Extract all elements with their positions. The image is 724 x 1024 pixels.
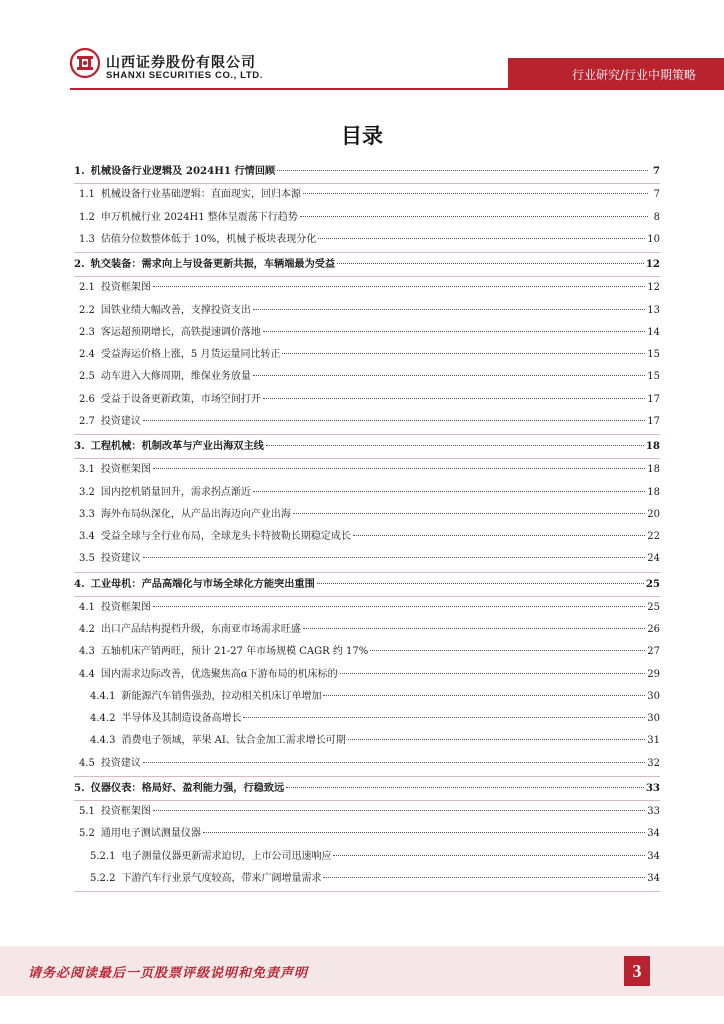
page-number: 3	[624, 956, 650, 986]
toc-entry-number: 4.4	[79, 668, 95, 680]
toc-entry-label: 国铁业绩大幅改善，支撑投资支出	[100, 304, 251, 316]
toc-entry-page: 12	[647, 282, 660, 294]
toc-entry-label: 申万机械行业 2024H1 整体呈震荡下行趋势	[100, 211, 298, 223]
toc-subsection[interactable]	[74, 411, 660, 433]
toc-entry-label: 电子测量仪器更新需求迫切，上市公司迅速响应	[121, 850, 332, 862]
toc-subsection[interactable]	[74, 322, 660, 344]
toc-leader-dots	[323, 877, 645, 878]
toc-entry-label: 受益海运价格上涨，5 月货运量同比转正	[100, 349, 281, 360]
toc-entry-label: 轨交装备：需求向上与设备更新共振，车辆端最为受益	[90, 258, 336, 270]
toc-leader-dots	[153, 810, 645, 811]
toc-subsubsection[interactable]	[74, 846, 660, 868]
toc-leader-dots	[263, 398, 645, 399]
footer-disclaimer: 请务必阅读最后一页股票评级说明和免责声明	[28, 966, 309, 981]
toc-entry-label: 投资框架图	[100, 282, 151, 294]
toc-entry-label: 国内需求边际改善，优选聚焦高α下游布局的机床标的	[100, 668, 338, 680]
toc-subsubsection[interactable]	[74, 708, 660, 730]
toc-entry-number: 1.2	[79, 211, 95, 223]
toc-entry-label: 投资建议	[100, 553, 141, 565]
toc-section[interactable]	[74, 253, 660, 275]
toc-entry-page: 15	[647, 349, 660, 360]
company-name-cn: 山西证券股份有限公司	[106, 55, 256, 71]
toc-entry-label: 估值分位数整体低于 10%，机械子板块表现分化	[100, 233, 317, 245]
toc-entry-label: 投资框架图	[100, 464, 151, 476]
toc-leader-dots	[333, 855, 645, 856]
toc-entry-number: 2.2	[79, 304, 95, 316]
toc-section[interactable]	[74, 573, 660, 595]
toc-entry-label: 动车进入大修周期，维保业务放量	[100, 371, 251, 383]
toc-entry-page: 30	[647, 690, 660, 702]
report-category: 行业研究/行业中期策略	[571, 68, 696, 82]
toc-leader-dots	[277, 170, 648, 171]
toc-entry-number: 1.1	[79, 189, 95, 201]
toc-entry-number: 4.2	[79, 624, 95, 635]
toc-entry-page: 26	[647, 624, 660, 635]
toc-entry-page: 32	[647, 757, 660, 769]
toc-entry-label: 下游汽车行业景气度较高，带来广阔增量需求	[121, 872, 322, 884]
toc-subsection[interactable]	[74, 366, 660, 388]
toc-entry-label: 消费电子领域，苹果 AI、钛合金加工需求增长可期	[121, 735, 346, 747]
toc-leader-dots	[153, 468, 645, 469]
toc-entry-label: 投资框架图	[100, 601, 151, 613]
toc-entry-page: 7	[653, 189, 660, 201]
toc-entry-number: 3.1	[79, 464, 95, 476]
toc-entry-label: 机械设备行业逻辑及 2024H1 行情回顾	[90, 165, 276, 177]
toc-entry-number: 4.	[74, 577, 85, 590]
toc-entry-number: 3.5	[79, 553, 95, 565]
toc-leader-dots	[263, 331, 645, 332]
toc-subsection[interactable]	[74, 300, 660, 322]
toc-leader-dots	[253, 309, 645, 310]
toc-entry-page: 31	[647, 735, 660, 747]
company-logo-icon	[70, 48, 100, 78]
toc-entry-page: 25	[645, 577, 660, 590]
toc-leader-dots	[253, 491, 645, 492]
toc-entry-label: 半导体及其制造设备高增长	[121, 713, 242, 724]
toc-entry-number: 5.2	[79, 828, 95, 840]
toc-entry-label: 工业母机：产品高端化与市场全球化方能突出重围	[90, 577, 315, 590]
company-name-en: SHANXI SECURITIES CO., LTD.	[106, 70, 263, 81]
toc-subsubsection[interactable]	[74, 868, 660, 890]
toc-entry-page: 17	[647, 393, 660, 405]
toc-entry-label: 海外布局纵深化，从产品出海迈向产业出海	[100, 508, 291, 520]
toc-leader-dots	[153, 606, 645, 607]
toc-entry-page: 10	[647, 233, 660, 245]
toc-section[interactable]	[74, 435, 660, 457]
toc-subsection[interactable]	[74, 229, 660, 251]
toc-entry-number: 4.5	[79, 757, 95, 769]
toc-entry-number: 5.2.1	[90, 850, 116, 862]
toc-entry-page: 22	[647, 531, 660, 542]
toc-entry-number: 2.	[74, 258, 85, 270]
toc-entry-page: 33	[647, 806, 660, 817]
toc-entry-label: 投资建议	[100, 415, 141, 427]
toc-entry-page: 30	[647, 713, 660, 724]
toc-entry-page: 8	[653, 211, 660, 223]
toc-subsection[interactable]	[74, 664, 660, 686]
toc-entry-page: 27	[647, 646, 660, 658]
toc-subsection[interactable]	[74, 344, 660, 366]
toc-subsection[interactable]	[74, 753, 660, 775]
toc-subsection[interactable]	[74, 641, 660, 663]
toc-leader-dots	[286, 787, 644, 788]
toc-section[interactable]	[74, 160, 660, 182]
toc-entry-number: 2.6	[79, 393, 95, 405]
toc-entry-number: 5.	[74, 781, 85, 794]
toc-entry-number: 4.3	[79, 646, 95, 658]
toc-subsection[interactable]	[74, 619, 660, 641]
toc-entry-number: 2.3	[79, 326, 95, 338]
toc-subsection[interactable]	[74, 597, 660, 619]
toc-entry-label: 出口产品结构提档升级，东南亚市场需求旺盛	[100, 624, 301, 635]
toc-leader-dots	[317, 583, 644, 584]
toc-entry-page: 25	[647, 601, 660, 613]
toc-leader-dots	[143, 762, 645, 763]
header-divider	[70, 88, 724, 90]
toc-leader-dots	[243, 717, 645, 718]
toc-entry-label: 工程机械：机制改革与产业出海双主线	[90, 440, 264, 452]
toc-entry-page: 20	[647, 508, 660, 520]
toc-entry-number: 3.2	[79, 486, 95, 498]
toc-entry-label: 新能源汽车销售强劲，拉动相关机床订单增加	[121, 690, 322, 702]
toc-entry-number: 4.4.1	[90, 690, 116, 702]
toc-leader-dots	[293, 513, 645, 514]
toc-entry-label: 机械设备行业基础逻辑：直面现实，回归本源	[100, 189, 301, 201]
toc-leader-dots	[143, 420, 645, 421]
toc-leader-dots	[153, 286, 645, 287]
toc-entry-page: 7	[652, 165, 660, 177]
toc-leader-dots	[340, 673, 646, 674]
toc-subsection[interactable]	[74, 277, 660, 299]
toc-entry-number: 3.	[74, 440, 85, 452]
toc-leader-dots	[143, 557, 645, 558]
toc-entry-page: 18	[645, 440, 660, 452]
toc-entry-label: 受益于设备更新政策，市场空间打开	[100, 393, 261, 405]
toc-leader-dots	[323, 695, 645, 696]
toc-entry-label: 国内挖机销量回升，需求拐点渐近	[100, 486, 251, 498]
toc-section-divider	[74, 891, 660, 892]
toc-leader-dots	[303, 193, 648, 194]
toc-entry-label: 受益全球与全行业布局，全球龙头卡特彼勒长期稳定成长	[100, 531, 351, 542]
toc-entry-number: 3.4	[79, 531, 95, 542]
toc-subsection[interactable]	[74, 548, 660, 570]
toc-subsection[interactable]	[74, 823, 660, 845]
toc-subsection[interactable]	[74, 459, 660, 481]
toc-entry-number: 2.1	[79, 282, 95, 294]
toc-leader-dots	[353, 535, 645, 536]
toc-title: 目录	[341, 124, 383, 148]
toc-entry-number: 5.1	[79, 806, 95, 817]
toc-entry-label: 通用电子测试测量仪器	[100, 828, 201, 840]
toc-entry-page: 13	[647, 304, 660, 316]
toc-entry-page: 34	[647, 828, 660, 840]
toc-leader-dots	[203, 832, 645, 833]
toc-section[interactable]	[74, 777, 660, 799]
toc-subsection[interactable]	[74, 526, 660, 548]
toc-leader-dots	[337, 263, 644, 264]
toc-entry-page: 34	[647, 850, 660, 862]
toc-entry-page: 14	[647, 326, 660, 338]
toc-subsection[interactable]	[74, 482, 660, 504]
toc-subsection[interactable]	[74, 389, 660, 411]
toc-leader-dots	[300, 216, 648, 217]
toc-leader-dots	[253, 375, 645, 376]
toc-subsection[interactable]	[74, 801, 660, 823]
toc-leader-dots	[282, 353, 645, 354]
toc-subsubsection[interactable]	[74, 730, 660, 752]
toc-entry-page: 29	[647, 668, 660, 680]
toc-entry-number: 1.	[74, 165, 85, 177]
toc-entry-page: 34	[647, 872, 660, 884]
toc-entry-number: 2.5	[79, 371, 95, 383]
toc-leader-dots	[370, 650, 645, 651]
toc-entry-page: 18	[647, 464, 660, 476]
toc-leader-dots	[303, 628, 645, 629]
toc-subsection[interactable]	[74, 504, 660, 526]
toc-entry-number: 2.7	[79, 415, 95, 427]
toc-entry-number: 2.4	[79, 349, 95, 360]
toc-entry-label: 投资框架图	[100, 806, 151, 817]
toc-entry-page: 24	[647, 553, 660, 565]
toc-entry-label: 五轴机床产销两旺，预计 21-27 年市场规模 CAGR 约 17%	[100, 646, 369, 658]
toc-subsection[interactable]	[74, 184, 660, 206]
toc-entry-page: 18	[647, 486, 660, 498]
toc-leader-dots	[318, 238, 645, 239]
toc-entry-number: 4.1	[79, 601, 95, 613]
toc-entry-number: 4.4.2	[90, 713, 116, 724]
toc-entry-number: 5.2.2	[90, 872, 116, 884]
toc-subsection[interactable]	[74, 207, 660, 229]
toc-entry-label: 客运超预期增长，高铁提速调价落地	[100, 326, 261, 338]
toc-entry-page: 17	[647, 415, 660, 427]
toc-entry-page: 12	[645, 258, 660, 270]
toc-entry-number: 4.4.3	[90, 735, 116, 747]
toc-leader-dots	[348, 739, 645, 740]
table-of-contents	[74, 160, 660, 892]
toc-entry-number: 1.3	[79, 233, 95, 245]
toc-leader-dots	[266, 445, 644, 446]
page-header	[0, 0, 724, 92]
toc-entry-label: 仪器仪表：格局好、盈利能力强，行稳致远	[90, 781, 285, 794]
toc-entry-label: 投资建议	[100, 757, 141, 769]
toc-entry-number: 3.3	[79, 508, 95, 520]
toc-entry-page: 15	[647, 371, 660, 383]
toc-entry-page: 33	[645, 781, 660, 794]
toc-subsubsection[interactable]	[74, 686, 660, 708]
